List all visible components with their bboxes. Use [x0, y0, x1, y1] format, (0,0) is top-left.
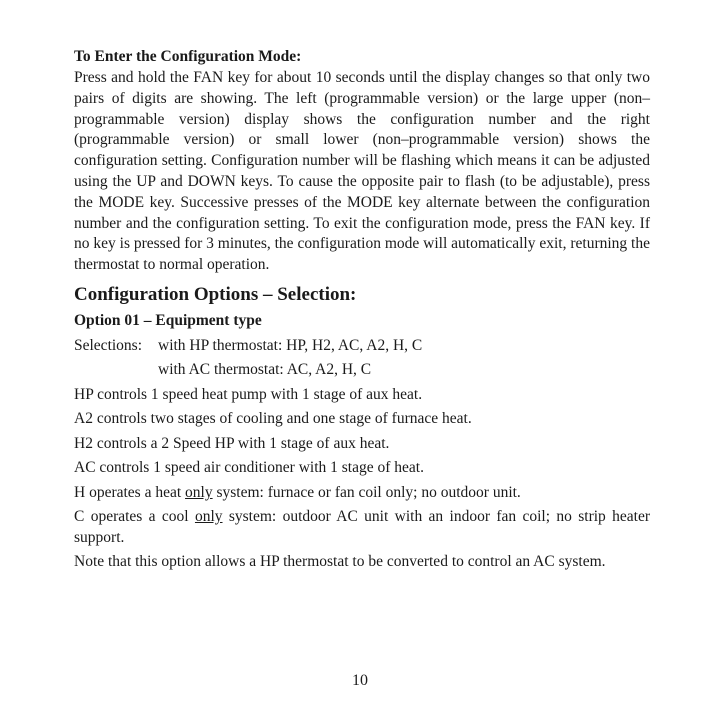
note-paragraph: Note that this option allows a HP thermostat to be converted to control an AC system. [74, 553, 606, 571]
selections-line-2: with AC thermostat: AC, A2, H, C [158, 361, 372, 379]
description-hp: HP controls 1 speed heat pump with 1 stage of aux heat. [74, 385, 423, 403]
description-ac: AC controls 1 speed air conditioner with 1 stage of heat. [74, 459, 424, 477]
description-h2: H2 controls a 2 Speed HP with 1 stage of aux heat. [74, 434, 390, 452]
selections-label: Selections: [74, 336, 143, 354]
selections-row [74, 334, 650, 359]
intro-paragraph: Press and hold the FAN key for about 10 seconds until the display changes so that only two pairs of digits are showing. The left (programmable version) or the large upper (non–programmable version) display shows the configuration number and the right (programmable version) or small lower (non–programmable version) shows the configuration setting. Configuration number will be flashing which means it can be adjusted using the UP and DOWN keys. To cause the opposite pair to flash (to be adjustable), press the MODE key. Successive presses of the MODE key alternate between the configuration number and the configuration setting. To exit the configuration mode, press the FAN key. If no key is pressed for 3 minutes, the configuration mode will automatically exit, returning the thermostat to normal operation. [74, 69, 650, 274]
description-h-post: system: furnace or fan coil only; no outdoor unit. [212, 483, 521, 501]
option-title: Option 01 – Equipment type [74, 311, 262, 329]
section-title: To Enter the Configuration Mode: [74, 48, 302, 65]
description-c-post: system: outdoor AC unit with an indoor fan coil; no strip heater support. [74, 508, 651, 547]
selections-line-1: with HP thermostat: HP, H2, AC, A2, H, C [158, 336, 423, 354]
description-h-pre: H operates a heat [74, 483, 186, 501]
description-h [74, 481, 650, 506]
document-page [74, 46, 650, 575]
description-c-pre: C operates a cool [74, 508, 195, 526]
description-c [74, 506, 650, 548]
description-a2: A2 controls two stages of cooling and one stage of furnace heat. [74, 410, 472, 428]
page-number: 10 [352, 672, 368, 689]
options-heading: Configuration Options – Selection: [74, 283, 357, 305]
description-h-only: only [185, 483, 213, 501]
description-c-only: only [194, 508, 223, 526]
